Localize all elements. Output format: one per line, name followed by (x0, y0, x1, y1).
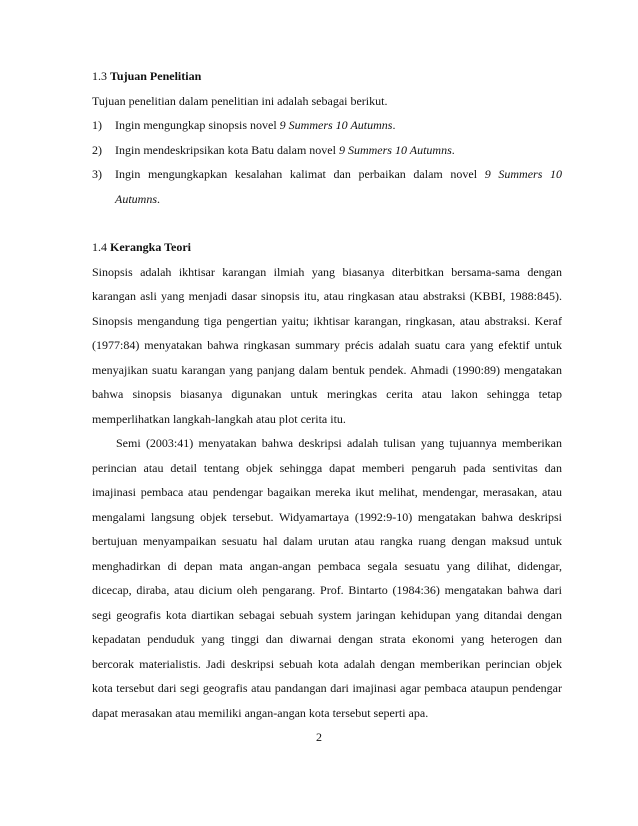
list-item-punct: . (392, 118, 396, 132)
list-item-punct: . (451, 142, 455, 157)
section-heading-tujuan (92, 64, 562, 89)
novel-title: 9 Summers 10 Autumns (338, 142, 452, 157)
body-paragraph: Sinopsis adalah ikhtisar karangan ilmiah yang biasanya diterbitkan bersama-sama dengan karangan asli yang menjadi dasar sinopsis itu, atau ringkasan atau abstraksi (KBBI, 1988:845). Sinopsis mengandung tiga pengertian yaitu; ikhtisar karangan, ringkasan, atau abstraksi. Keraf (1977:84) menyatakan bahwa ringkasan summary précis adalah suatu cara yang efektif untuk menyajikan suatu karangan yang panjang dalam bentuk pendek. Ahmadi (1990:89) mengatakan bahwa sinopsis biasanya digunakan untuk meringkas cerita atau lakon sehingga tetap memperlihatkan langkah-langkah atau plot cerita itu. (92, 264, 562, 426)
list-marker: 2) (92, 142, 102, 157)
list-item (92, 113, 562, 138)
section-spacer (92, 211, 562, 235)
section-number: 1.3 (92, 69, 107, 83)
list-item (92, 162, 562, 211)
list-item-text: Ingin mengungkapkan kesalahan kalimat dan perbaikan dalam novel (115, 167, 485, 181)
list-item (92, 138, 562, 163)
section-number: 1.4 (92, 240, 107, 254)
section-title: Tujuan Penelitian (110, 69, 202, 83)
objectives-list (92, 113, 562, 211)
section-heading-kerangka (92, 235, 562, 260)
novel-title: 9 Summers 10 Autumns (115, 167, 563, 206)
body-paragraph: Semi (2003:41) menyatakan bahwa deskripsi adalah tulisan yang tujuannya memberikan perincian atau detail tentang objek sehingga dapat memberi pengaruh pada sentivitas dan imajinasi pembaca atau pendengar bagaikan mereka ikut melihat, mendengar, merasakan, atau mengalami langsung objek tersebut. Widyamartaya (1992:9-10) mengatakan bahwa deskripsi bertujuan menyampaikan sesuatu hal dalam urutan atau rangka ruang dengan maksud untuk menghadirkan di depan mata angan-angan pembaca segala sesuatu yang dilihat, didengar, dicecap, diraba, atau dicium oleh pengarang. Prof. Bintarto (1984:36) mengatakan bahwa dari segi geografis kota diartikan sebagai sebuah system jaringan kehidupan yang ditandai dengan kepadatan penduduk yang tinggi dan diwarnai dengan strata ekonomi yang heterogen dan bercorak materialistis. Jadi deskripsi sebuah kota adalah dengan memberikan perincian objek kota tersebut dari segi geografis atau pandangan dari imajinasi agar pembaca ataupun pendengar dapat merasakan atau memiliki angan-angan kota tersebut seperti apa. (92, 436, 562, 720)
page-content (92, 64, 562, 725)
list-item-text: Ingin mendeskripsikan kota Batu dalam novel (115, 142, 339, 157)
list-marker: 3) (92, 167, 102, 181)
novel-title: 9 Summers 10 Autumns (279, 118, 393, 132)
page-number: 2 (316, 730, 322, 744)
list-item-text: Ingin mengungkap sinopsis novel (115, 118, 280, 132)
list-marker: 1) (92, 118, 102, 132)
section-intro: Tujuan penelitian dalam penelitian ini adalah sebagai berikut. (92, 93, 388, 108)
list-item-punct: . (157, 191, 160, 206)
section-title: Kerangka Teori (110, 240, 192, 254)
